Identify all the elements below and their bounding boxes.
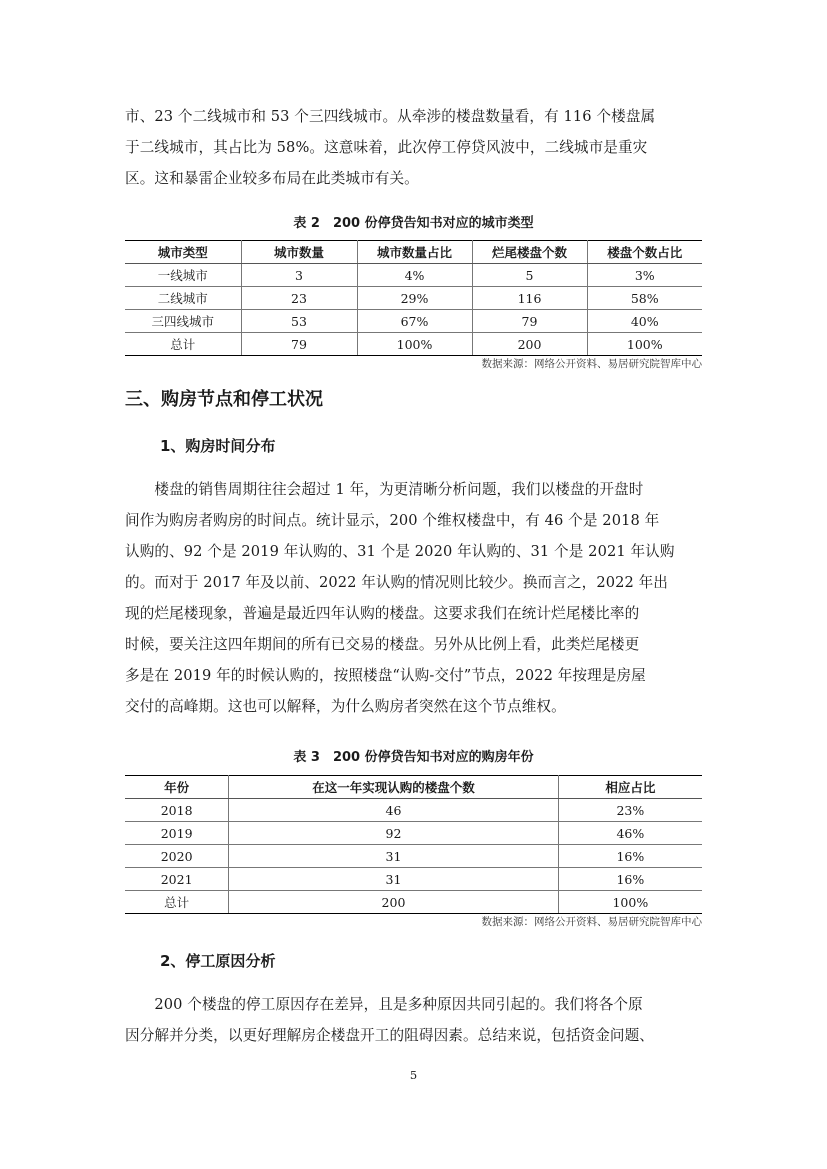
section-heading: 三、购房节点和停工状况 xyxy=(125,389,323,410)
table-row xyxy=(125,799,702,822)
table-cell: 一线城市 xyxy=(125,264,241,287)
table-header-row xyxy=(125,241,702,264)
paragraph-line: 交付的高峰期。这也可以解释，为什么购房者突然在这个节点维权。 xyxy=(125,698,566,715)
paragraph-line: 时候，要关注这四年期间的所有已交易的楼盘。另外从比例上看，此类烂尾楼更 xyxy=(125,636,640,653)
table-cell: 100% xyxy=(587,333,702,356)
table-cell: 2019 xyxy=(125,822,229,845)
table-cell: 5 xyxy=(472,264,587,287)
table-cell: 79 xyxy=(241,333,357,356)
table-cell: 67% xyxy=(357,310,472,333)
table-row xyxy=(125,845,702,868)
intro-paragraph xyxy=(125,101,705,194)
body-paragraph xyxy=(125,989,705,1051)
table-cell: 200 xyxy=(472,333,587,356)
table-cell: 2021 xyxy=(125,868,229,891)
body-paragraph xyxy=(125,474,705,722)
table-cell: 16% xyxy=(558,845,702,868)
table-row xyxy=(125,822,702,845)
table2 xyxy=(125,240,702,356)
table-cell: 116 xyxy=(472,287,587,310)
table-cell: 31 xyxy=(229,845,558,868)
table-cell: 58% xyxy=(587,287,702,310)
table-row xyxy=(125,310,702,333)
table-cell: 92 xyxy=(229,822,558,845)
table-cell: 29% xyxy=(357,287,472,310)
table-cell: 46 xyxy=(229,799,558,822)
paragraph-line: 区。这和暴雷企业较多布局在此类城市有关。 xyxy=(125,170,419,187)
table-header-cell: 年份 xyxy=(125,776,229,799)
table-row xyxy=(125,287,702,310)
paragraph-line: 楼盘的销售周期往往会超过 1 年，为更清晰分析问题，我们以楼盘的开盘时 xyxy=(125,481,644,498)
table-row xyxy=(125,264,702,287)
table-cell: 100% xyxy=(558,891,702,914)
table-row xyxy=(125,891,702,914)
subsection-heading: 2、停工原因分析 xyxy=(160,952,276,970)
paragraph-line: 的。而对于 2017 年及以前、2022 年认购的情况则比较少。换而言之，2022 年出 xyxy=(125,574,669,591)
table-header-cell: 在这一年实现认购的楼盘个数 xyxy=(229,776,558,799)
table-cell: 53 xyxy=(241,310,357,333)
table-cell: 31 xyxy=(229,868,558,891)
table3 xyxy=(125,775,702,914)
table-cell: 16% xyxy=(558,868,702,891)
table-header-cell: 相应占比 xyxy=(558,776,702,799)
table-header-row xyxy=(125,776,702,799)
table-cell: 79 xyxy=(472,310,587,333)
page-number: 5 xyxy=(409,1068,418,1082)
table-cell: 200 xyxy=(229,891,558,914)
table-cell: 4% xyxy=(357,264,472,287)
paragraph-line: 间作为购房者购房的时间点。统计显示，200 个维权楼盘中，有 46 个是 2018 年 xyxy=(125,512,660,529)
paragraph-line: 市、23 个二线城市和 53 个三四线城市。从牵涉的楼盘数量看，有 116 个楼盘属 xyxy=(125,108,656,125)
table-header-cell: 城市数量占比 xyxy=(357,241,472,264)
table-header-cell: 烂尾楼盘个数 xyxy=(472,241,587,264)
subsection-heading: 1、购房时间分布 xyxy=(160,437,276,455)
paragraph-line: 200 个楼盘的停工原因存在差异，且是多种原因共同引起的。我们将各个原 xyxy=(125,996,643,1013)
table-cell: 总计 xyxy=(125,333,241,356)
table-cell: 二线城市 xyxy=(125,287,241,310)
paragraph-line: 多是在 2019 年的时候认购的，按照楼盘“认购-交付”节点，2022 年按理是房屋 xyxy=(125,667,646,684)
paragraph-line: 因分解并分类，以更好理解房企楼盘开工的阻碍因素。总结来说，包括资金问题、 xyxy=(125,1027,654,1044)
table-cell: 40% xyxy=(587,310,702,333)
table-row xyxy=(125,333,702,356)
table3-source: 数据来源：网络公开资料、易居研究院智库中心 xyxy=(481,916,702,928)
table-cell: 三四线城市 xyxy=(125,310,241,333)
table-header-cell: 城市类型 xyxy=(125,241,241,264)
table-cell: 100% xyxy=(357,333,472,356)
table2-caption: 表 2 200 份停贷告知书对应的城市类型 xyxy=(293,216,534,231)
table-row xyxy=(125,868,702,891)
table-cell: 3% xyxy=(587,264,702,287)
table-header-cell: 楼盘个数占比 xyxy=(587,241,702,264)
table-cell: 3 xyxy=(241,264,357,287)
table-cell: 23% xyxy=(558,799,702,822)
table3-caption: 表 3 200 份停贷告知书对应的购房年份 xyxy=(293,750,534,765)
table-cell: 总计 xyxy=(125,891,229,914)
table-cell: 46% xyxy=(558,822,702,845)
table-cell: 2020 xyxy=(125,845,229,868)
table2-source: 数据来源：网络公开资料、易居研究院智库中心 xyxy=(481,358,702,370)
table-cell: 2018 xyxy=(125,799,229,822)
table-cell: 23 xyxy=(241,287,357,310)
paragraph-line: 现的烂尾楼现象，普遍是最近四年认购的楼盘。这要求我们在统计烂尾楼比率的 xyxy=(125,605,640,622)
paragraph-line: 认购的、92 个是 2019 年认购的、31 个是 2020 年认购的、31 个是 2021 年认购 xyxy=(125,543,675,560)
table-header-cell: 城市数量 xyxy=(241,241,357,264)
paragraph-line: 于二线城市，其占比为 58%。这意味着，此次停工停贷风波中，二线城市是重灾 xyxy=(125,139,648,156)
